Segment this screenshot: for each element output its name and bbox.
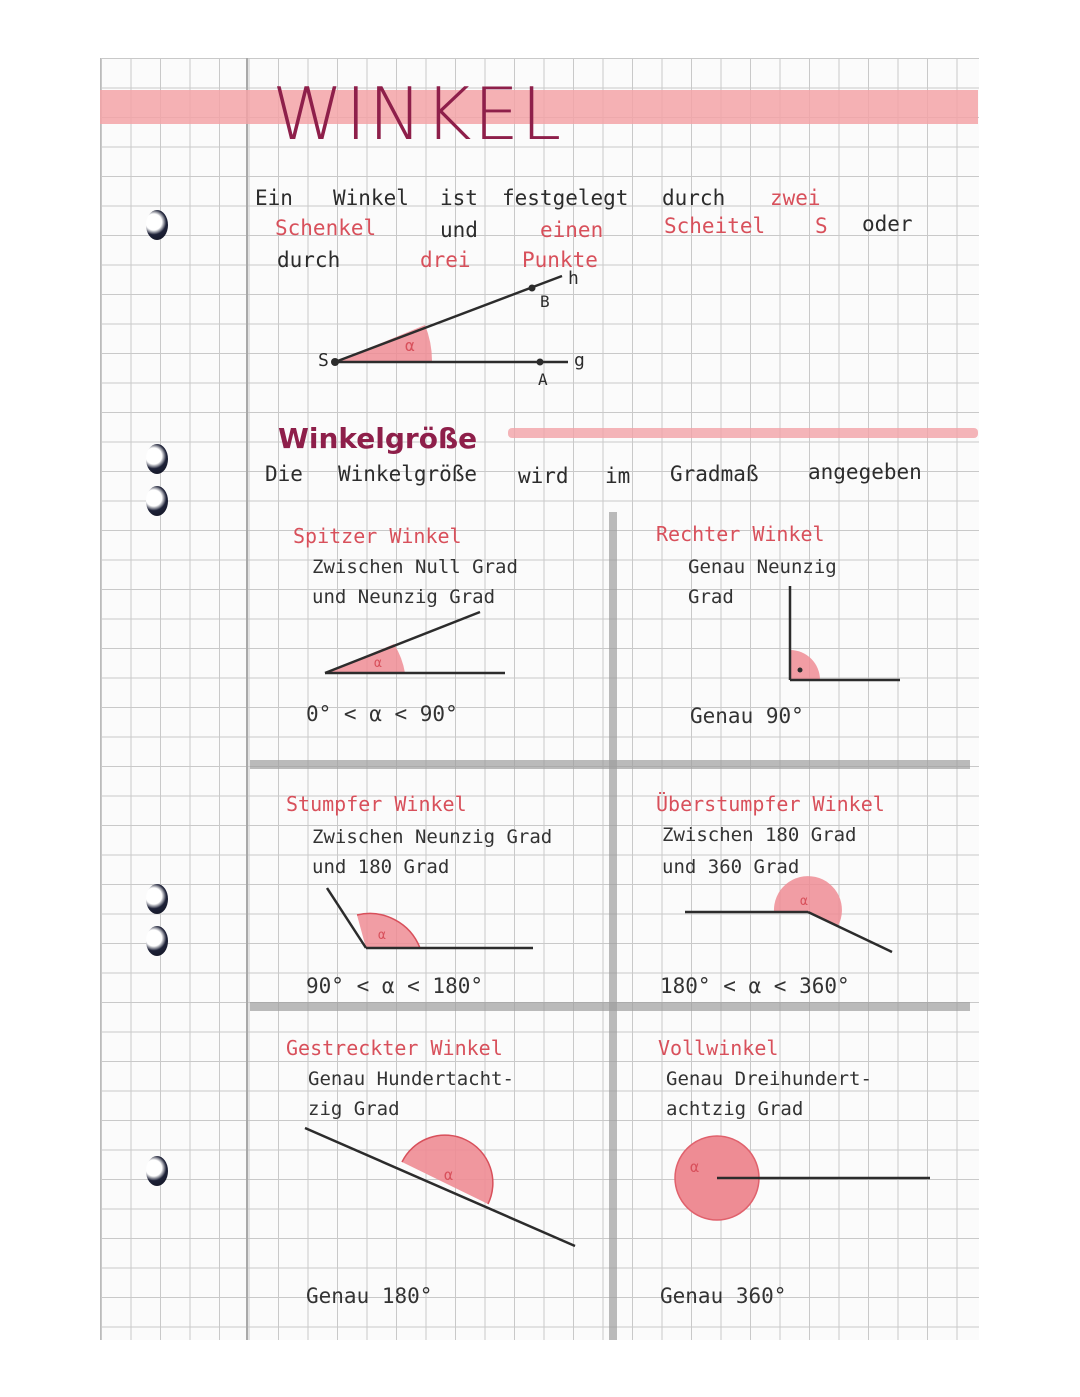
card-line: Zwischen 180 Grad [662,824,857,846]
subtitle-word: angegeben [808,460,922,484]
alpha-label: α [374,656,382,671]
subtitle-word: Die [265,462,303,486]
card-line: Genau Neunzig [688,556,837,578]
card-line: Zwischen Null Grad [312,556,518,578]
card-formula: 180° < α < 360° [660,974,850,998]
card-title-right: Rechter Winkel [656,522,825,546]
intro-word: und [440,218,478,242]
card-line: und Neunzig Grad [312,586,496,608]
card-line: zig Grad [308,1098,400,1120]
card-title-obtuse: Stumpfer Winkel [286,792,467,816]
intro-word: ist [440,186,478,210]
card-line: Genau Hundertacht- [308,1068,514,1090]
card-line: achtzig Grad [666,1098,804,1120]
card-formula: Genau 180° [306,1284,433,1308]
label-s: S [318,350,329,371]
right-angle-dot [798,668,803,673]
label-alpha: α [405,336,415,355]
reflex-ray [808,912,892,952]
card-title-full: Vollwinkel [658,1036,779,1060]
alpha-label: α [690,1158,700,1176]
intro-word: Ein [255,186,293,210]
subtitle-word: wird [518,464,569,488]
alpha-label: α [444,1166,454,1184]
alpha-label: α [378,928,386,943]
intro-word-red: zwei [770,186,821,210]
card-title-straight: Gestreckter Winkel [286,1036,503,1060]
subtitle-word: Winkelgröße [338,462,478,486]
page-title: WINKEL [272,72,564,156]
subtitle-word: im [605,464,631,488]
alpha-label: α [800,894,808,909]
card-line: und 180 Grad [312,856,450,878]
intro-word: durch [277,248,341,272]
subtitle-word: Gradmaß [670,462,759,486]
label-a: A [538,370,548,389]
intro-word: Winkel [333,186,409,210]
card-formula: Genau 90° [690,704,804,728]
card-line: Grad [688,586,734,608]
intro-word-red: S [815,214,828,238]
label-g: g [574,350,585,371]
intro-word-red: einen [540,218,604,242]
intro-word-red: drei [420,248,471,272]
card-line: Genau Dreihundert- [666,1068,872,1090]
right-sector [790,650,820,680]
intro-word: oder [862,212,913,236]
section-heading: Winkelgröße [278,422,478,455]
card-title-acute: Spitzer Winkel [293,524,462,548]
card-line: Zwischen Neunzig Grad [312,826,553,848]
card-line: und 360 Grad [662,856,800,878]
intro-word: festgelegt [502,186,629,210]
intro-word-red: Scheitel [664,214,766,238]
intro-word-red: Punkte [522,248,598,272]
obtuse-sector [357,913,420,948]
label-h: h [568,268,579,289]
label-b: B [540,292,550,311]
card-formula: 90° < α < 180° [306,974,484,998]
card-formula: 0° < α < 90° [306,702,458,726]
card-formula: Genau 360° [660,1284,787,1308]
intro-word: durch [662,186,726,210]
card-title-reflex: Überstumpfer Winkel [656,792,885,816]
intro-word-red: Schenkel [275,216,377,240]
